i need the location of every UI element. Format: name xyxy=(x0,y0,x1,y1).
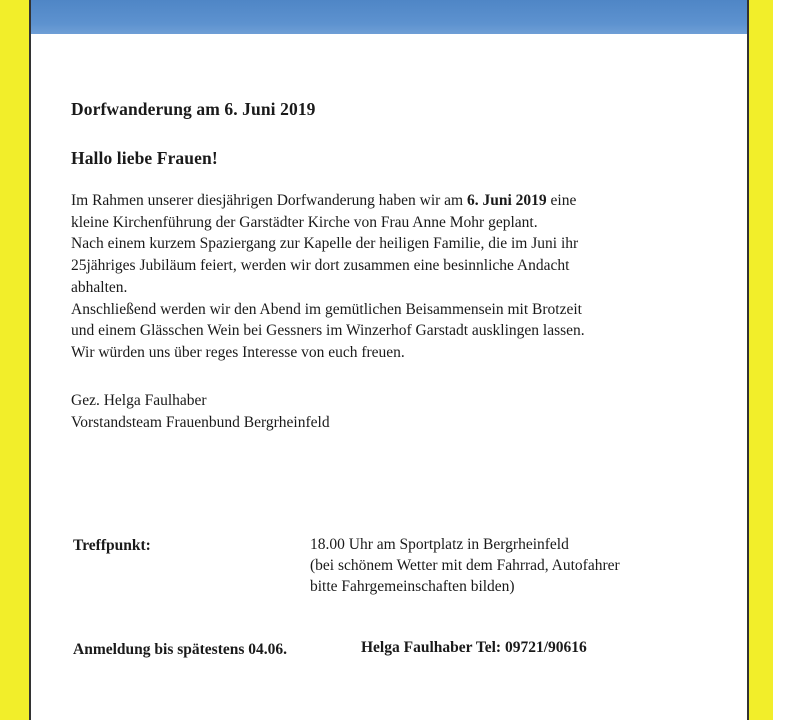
paragraph-line: kleine Kirchenführung der Garstädter Kirche von Frau Anne Mohr geplant. xyxy=(71,213,538,231)
meeting-detail-line: bitte Fahrgemeinschaften bilden) xyxy=(310,578,515,595)
paragraph-line xyxy=(71,190,741,212)
registration-deadline: Anmeldung bis spätestens 04.06. xyxy=(73,641,288,658)
paragraph-line: und einem Glässchen Wein bei Gessners im Winzerhof Garstadt ausklingen lassen. xyxy=(71,322,585,340)
paragraph-line: abhalten. xyxy=(71,278,128,296)
meeting-detail-line: (bei schönem Wetter mit dem Fahrrad, Autofahrer xyxy=(310,557,620,574)
invitation-paragraph xyxy=(71,190,741,364)
signature-block xyxy=(71,390,330,433)
page-title: Dorfwanderung am 6. Juni 2019 xyxy=(71,99,316,119)
left-yellow-border xyxy=(0,0,31,720)
right-page-margin xyxy=(773,0,793,720)
greeting-heading: Hallo liebe Frauen! xyxy=(71,148,218,168)
meeting-point-label: Treffpunkt: xyxy=(73,537,151,554)
contact-info: Helga Faulhaber Tel: 09721/90616 xyxy=(361,639,587,656)
line-text: eine xyxy=(546,192,577,209)
line-text: Im Rahmen unserer diesjährigen Dorfwanderung haben wir am xyxy=(71,192,467,209)
top-blue-band xyxy=(0,0,793,34)
meeting-point-details xyxy=(310,534,620,597)
meeting-detail-line: 18.00 Uhr am Sportplatz in Bergrheinfeld xyxy=(310,536,569,553)
paragraph-line: Anschließend werden wir den Abend im gemütlichen Beisammensein mit Brotzeit xyxy=(71,300,582,318)
paragraph-line: Wir würden uns über reges Interesse von euch freuen. xyxy=(71,343,405,361)
paragraph-line: 25jähriges Jubiläum feiert, werden wir dort zusammen eine besinnliche Andacht xyxy=(71,257,570,275)
right-yellow-border xyxy=(747,0,773,720)
event-date-highlight: 6. Juni 2019 xyxy=(466,192,547,209)
signature-name: Gez. Helga Faulhaber xyxy=(71,392,207,409)
signature-organization: Vorstandsteam Frauenbund Bergrheinfeld xyxy=(71,413,330,431)
paragraph-line: Nach einem kurzem Spaziergang zur Kapelle der heiligen Familie, die im Juni ihr xyxy=(71,235,579,253)
